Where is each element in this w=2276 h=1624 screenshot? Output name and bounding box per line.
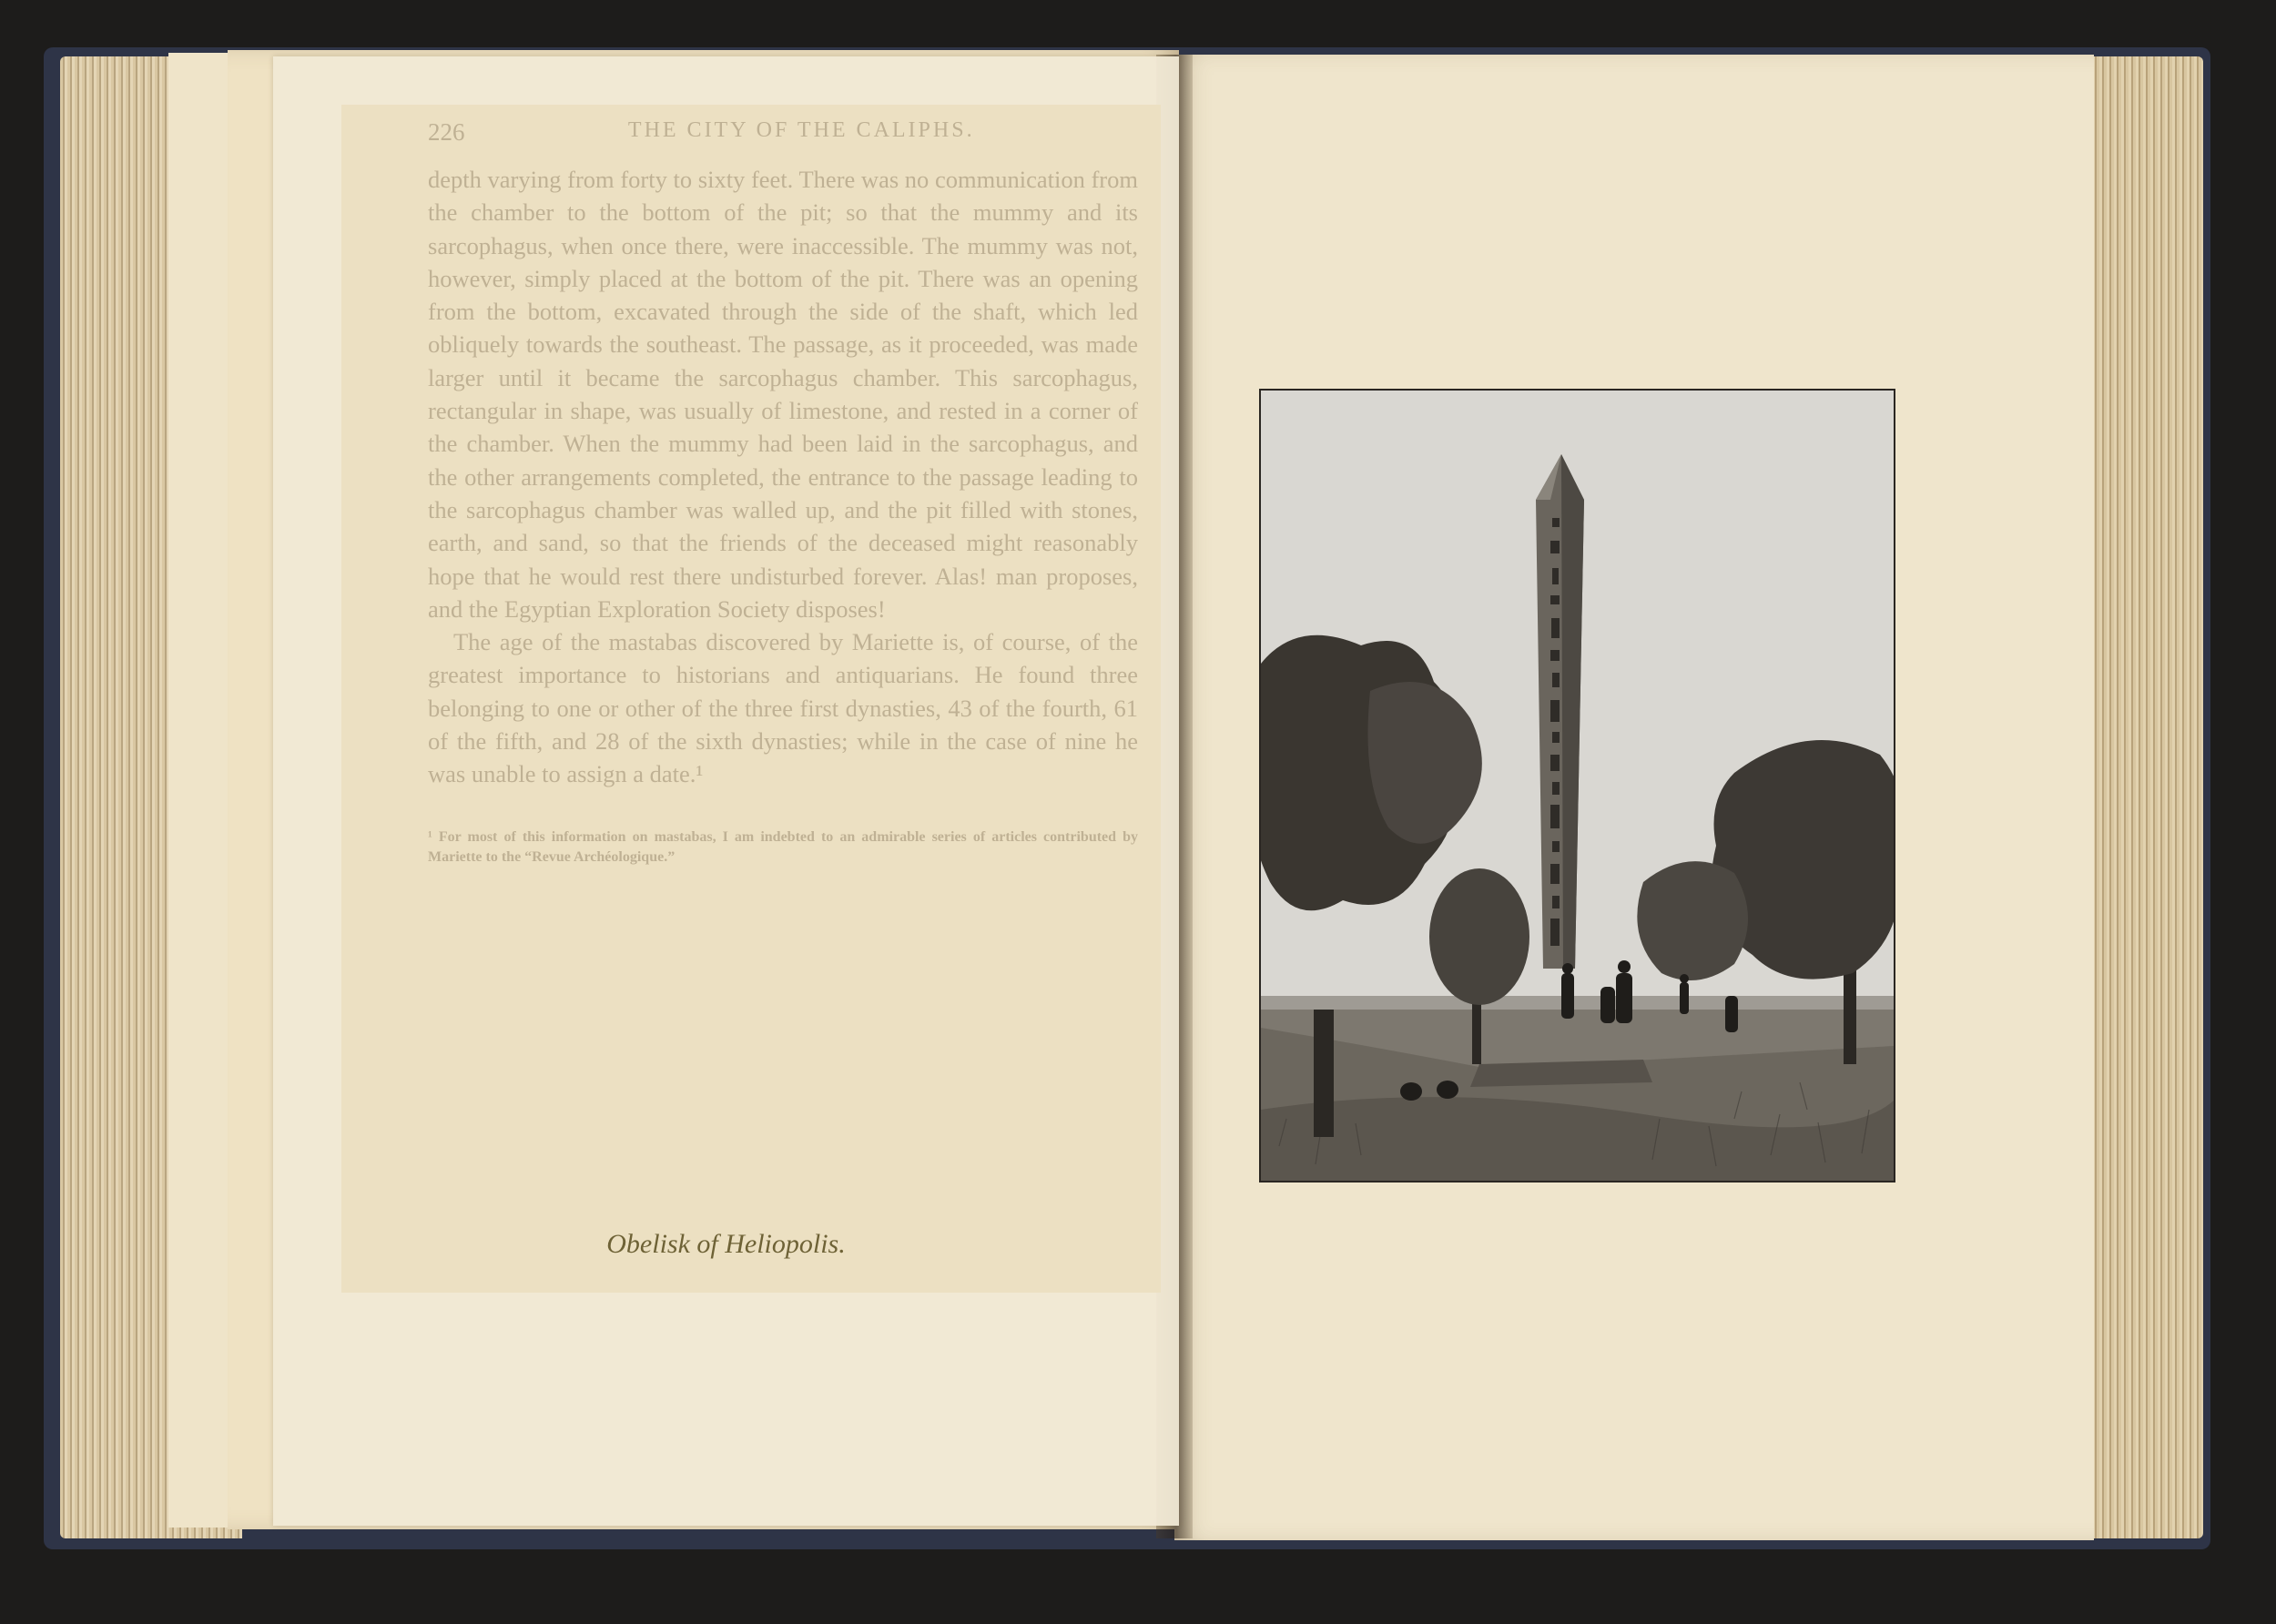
paragraph: The age of the mastabas discovered by Mariette is, of course, of the greatest importance to historians and antiquarians. He found three belonging to one or other of the three first dynasties, 43 of the fourth, 61 of the fifth, and 28 of the sixth dynasties; while in the case of nine he was unable to assign a date.¹ xyxy=(428,628,1138,788)
plate-caption: Obelisk of Heliopolis. xyxy=(606,1229,846,1259)
running-head: THE CITY OF THE CALIPHS. xyxy=(627,118,975,142)
running-header xyxy=(428,118,1138,147)
page-block-right xyxy=(2085,56,2203,1538)
footnote: ¹ For most of this information on mastabas, I am indebted to an admirable series of articles contributed by Mariette to the “Revue Archéologique.” xyxy=(428,828,1138,865)
body-text xyxy=(428,163,1138,791)
obelisk-photograph xyxy=(1259,389,1895,1182)
obelisk-base xyxy=(1470,1060,1652,1087)
paragraph: depth varying from forty to sixty feet. There was no communication from the chamber to the bottom of the pit; so that the mummy and its sarcophagus, when once there, were inaccessible. The mummy was not, however, simply placed at the bottom of the pit. There was an opening from the bottom, excavated through the side of the shaft, which led obliquely towards the southeast. The passage, as it proceeded, was made larger until it became the sarcophagus chamber. This sarcophagus, rectangular in shape, was usually of limestone, and rested in a corner of the chamber. When the mummy had been laid in the sarcophagus, and the other arrangements completed, the entrance to the passage leading to the sarcophagus chamber was walled up, and the pit filled with stones, earth, and sand, so that the friends of the deceased might reasonably hope that he would rest there undisturbed forever. Alas! man proposes, and the Egyptian Exploration Society disposes! xyxy=(428,166,1138,623)
page-number: 226 xyxy=(428,118,465,146)
left-page-text xyxy=(428,118,1138,868)
